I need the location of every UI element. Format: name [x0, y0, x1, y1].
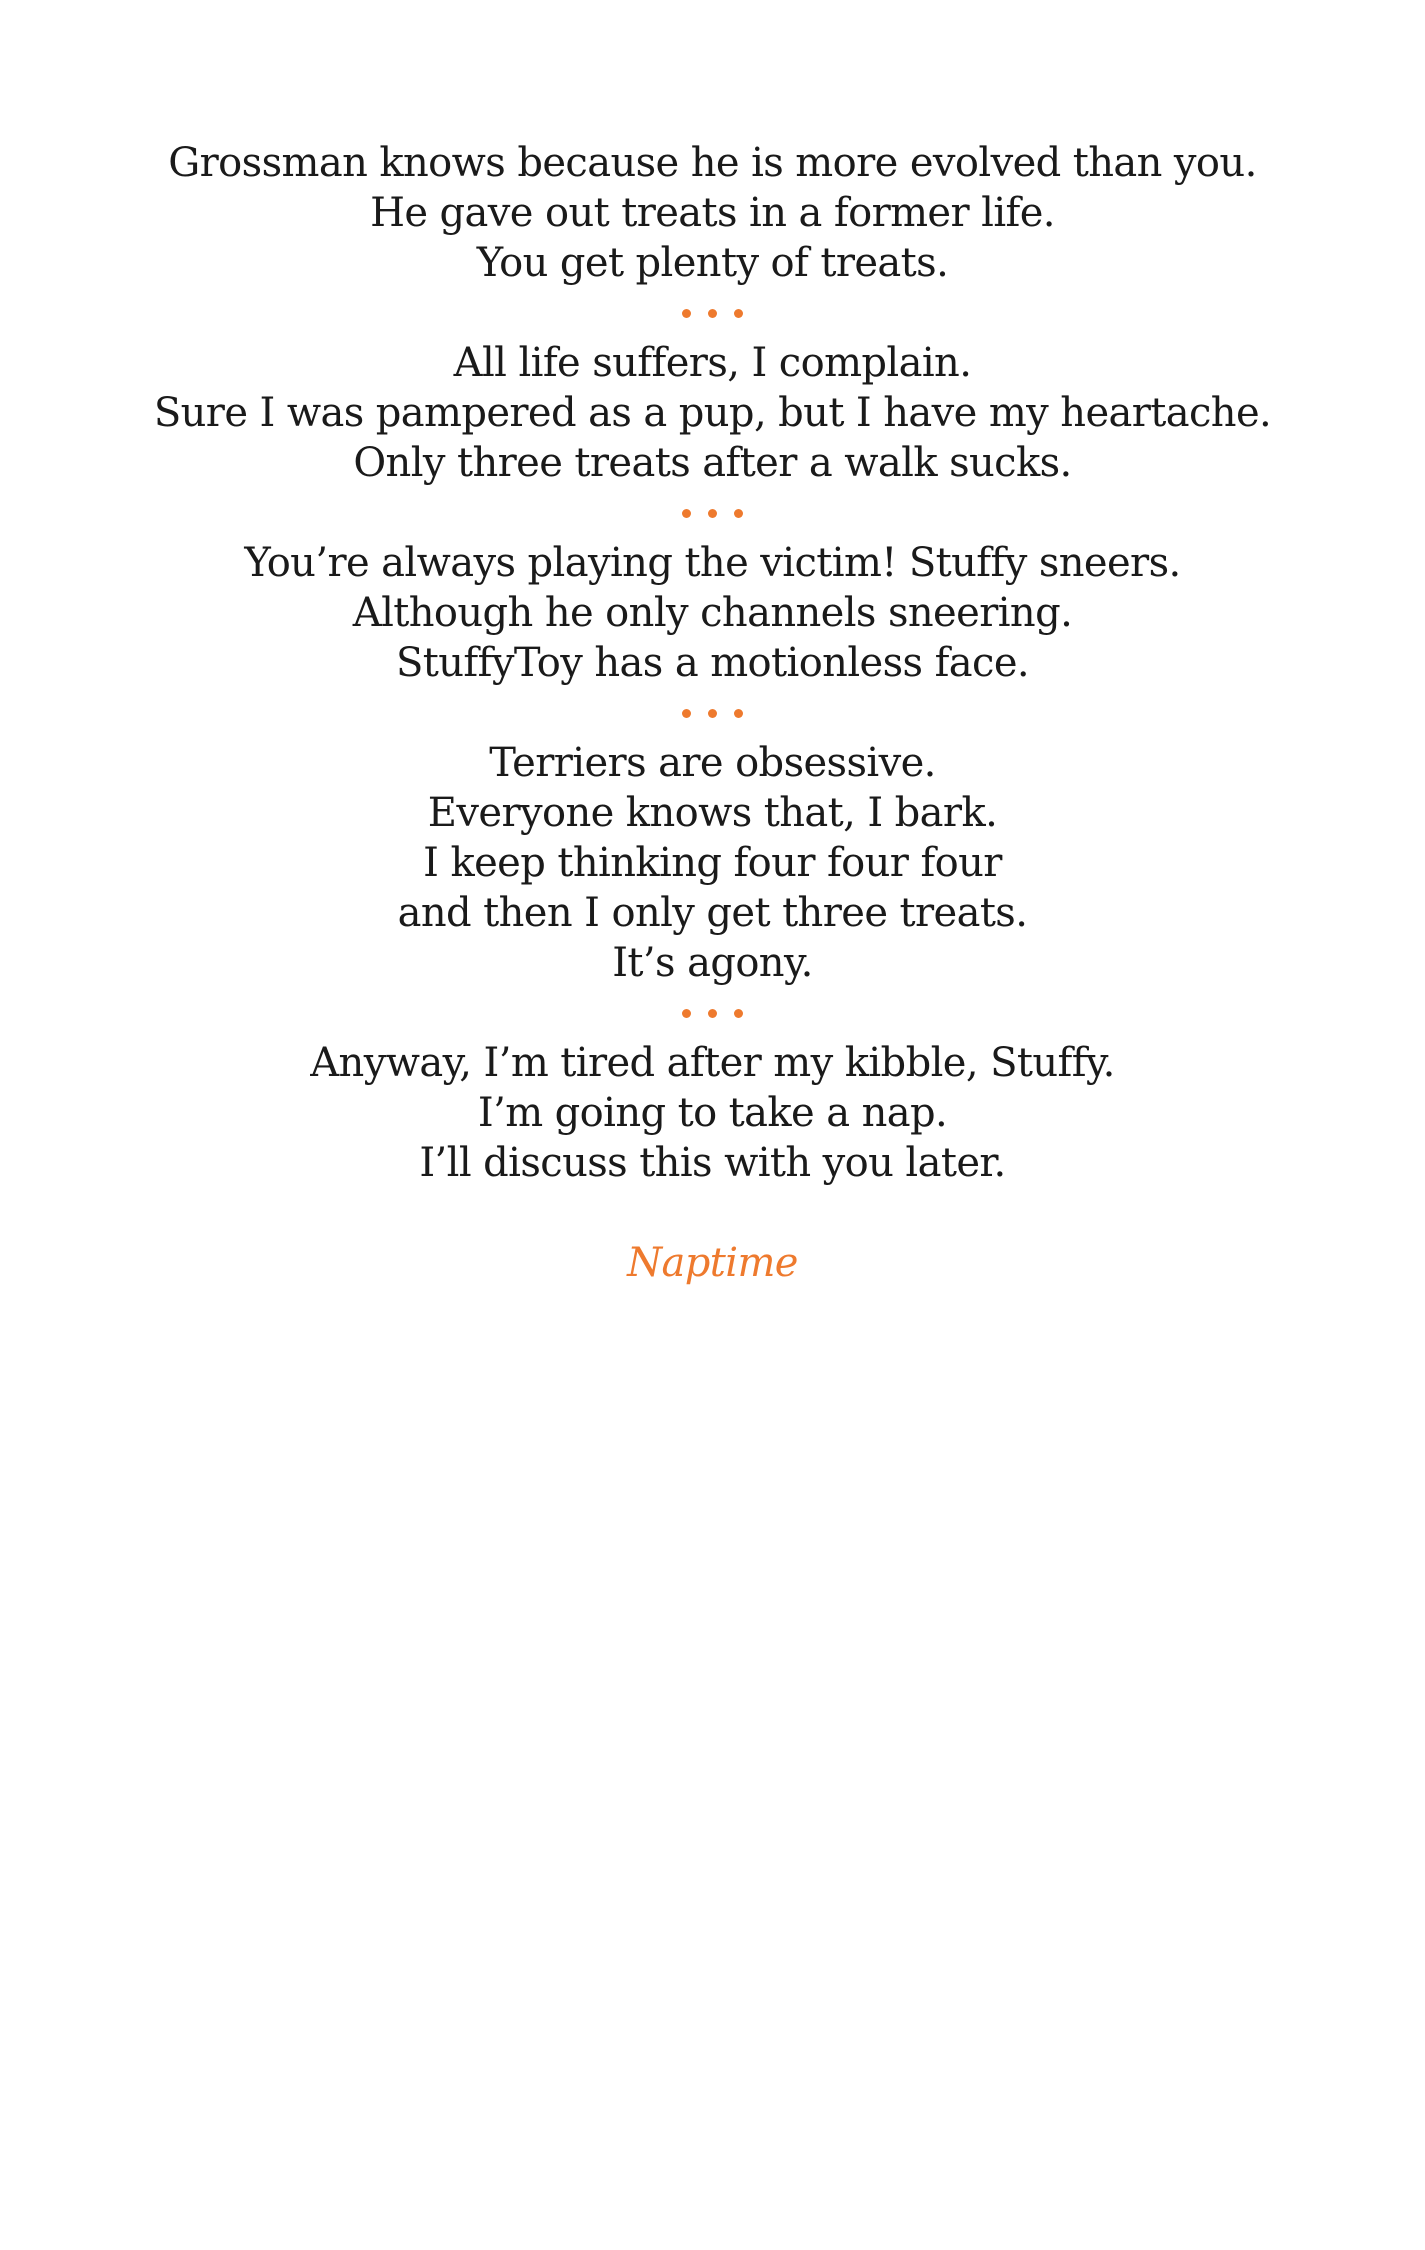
poem-line: You’re always playing the victim! Stuffy sneers. — [244, 540, 1181, 586]
poem-line: Everyone knows that, I bark. — [427, 790, 998, 836]
dot-icon — [734, 1009, 743, 1018]
dot-icon — [708, 709, 717, 718]
stanza-1 — [0, 138, 1425, 288]
stanza-3 — [0, 538, 1425, 688]
dot-icon — [682, 509, 691, 518]
poem-line: I’ll discuss this with you later. — [419, 1140, 1006, 1186]
poem-line: Sure I was pampered as a pup, but I have my heartache. — [153, 390, 1272, 436]
poem-line: He gave out treats in a former life. — [370, 190, 1055, 236]
dot-icon — [708, 1009, 717, 1018]
stanza-separator — [0, 688, 1425, 738]
poem-line: Although he only channels sneering. — [352, 590, 1073, 636]
poem-line: Grossman knows because he is more evolved than you. — [168, 140, 1257, 186]
poem-line: All life suffers, I complain. — [453, 340, 972, 386]
dot-icon — [734, 309, 743, 318]
stanza-4 — [0, 738, 1425, 988]
stanza-2 — [0, 338, 1425, 488]
poem-line: Only three treats after a walk sucks. — [353, 440, 1072, 486]
dot-icon — [734, 509, 743, 518]
dot-icon — [682, 309, 691, 318]
dot-icon — [734, 709, 743, 718]
poem-line: Anyway, I’m tired after my kibble, Stuffy. — [310, 1040, 1115, 1086]
stanza-separator — [0, 988, 1425, 1038]
stanza-separator — [0, 288, 1425, 338]
dot-icon — [682, 709, 691, 718]
dot-icon — [708, 309, 717, 318]
poem-signoff: Naptime — [627, 1240, 798, 1286]
poem-line: It’s agony. — [612, 940, 813, 986]
poem-line: and then I only get three treats. — [397, 890, 1028, 936]
poem-line: StuffyToy has a motionless face. — [395, 640, 1030, 686]
poem-line: I keep thinking four four four — [423, 840, 1002, 886]
poem — [0, 138, 1425, 1288]
stanza-separator — [0, 488, 1425, 538]
dot-icon — [682, 1009, 691, 1018]
poem-line: Terriers are obsessive. — [489, 740, 936, 786]
dot-icon — [708, 509, 717, 518]
poem-line: You get plenty of treats. — [476, 240, 949, 286]
stanza-5 — [0, 1038, 1425, 1188]
poem-line: I’m going to take a nap. — [477, 1090, 948, 1136]
